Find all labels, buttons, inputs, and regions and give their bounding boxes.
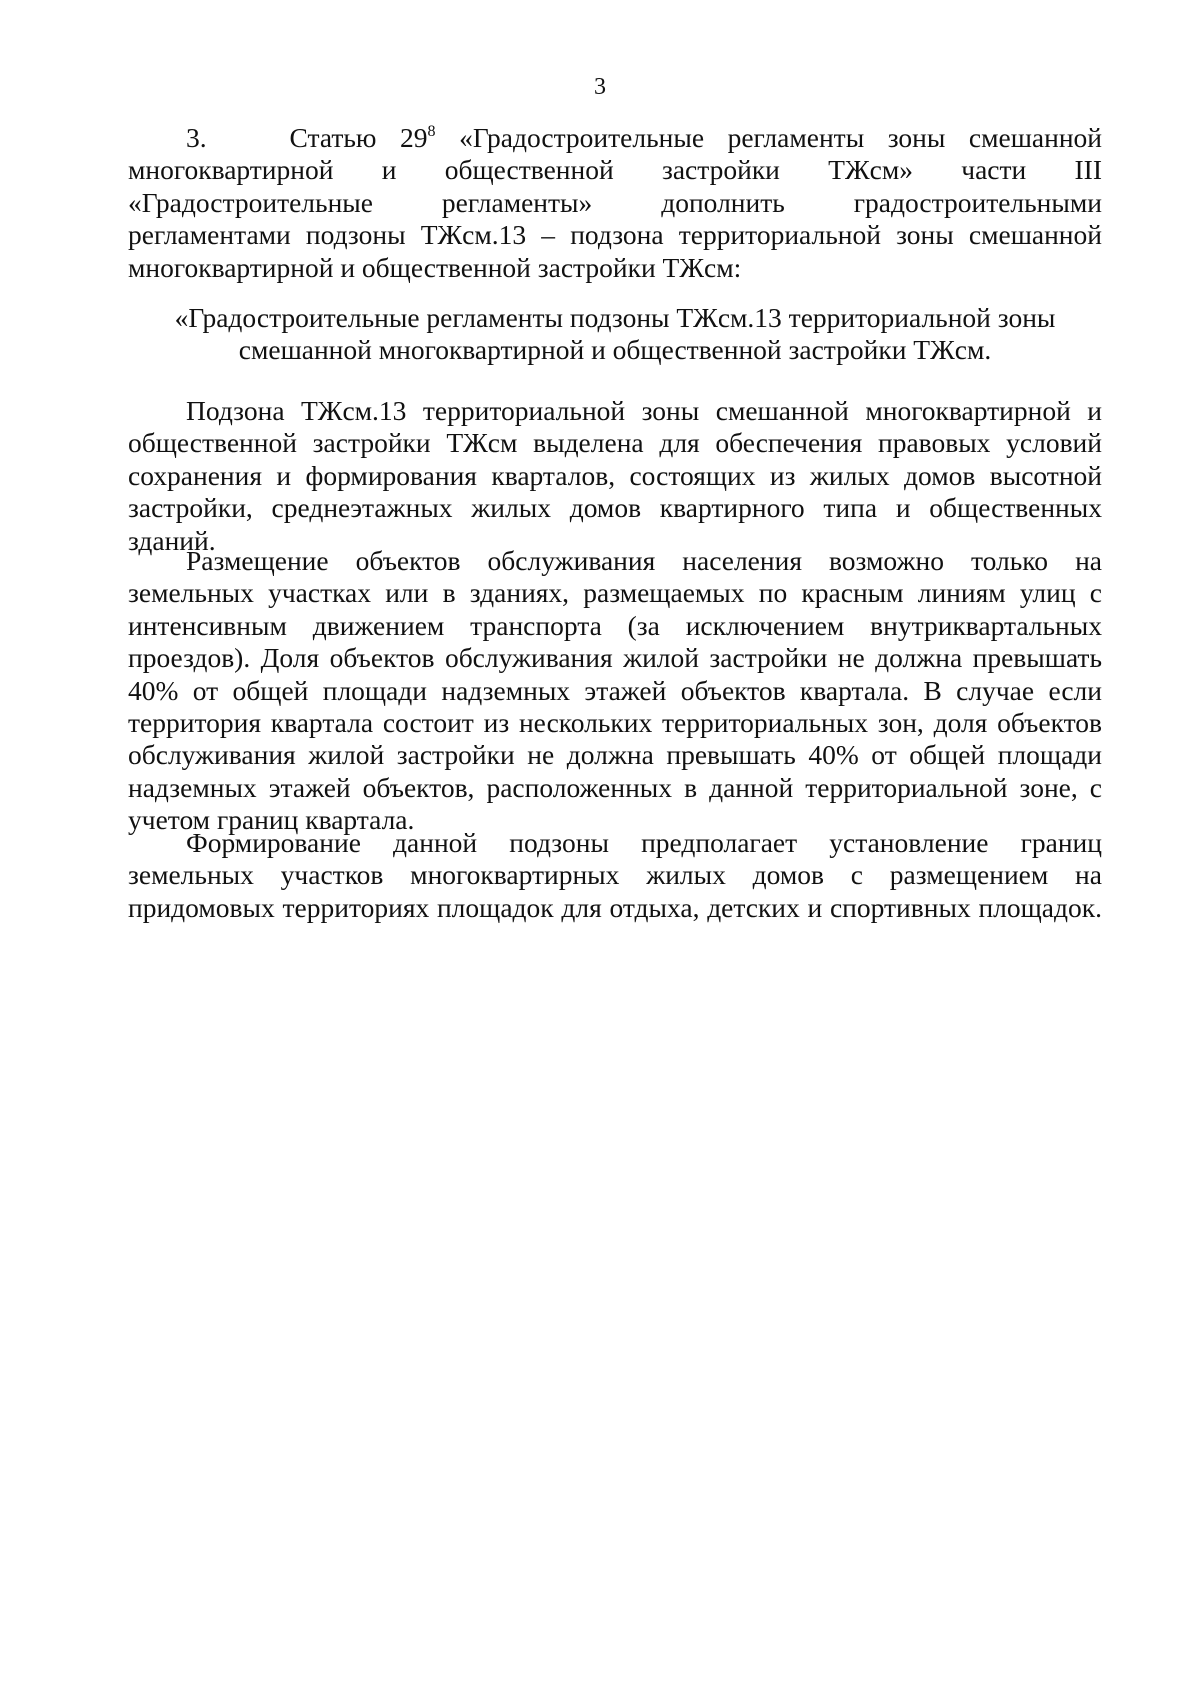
p1-line-5: зданий. [128, 524, 216, 556]
p1-line-2: общественной застройки ТЖсм выделена для обеспечения правовых условий [128, 427, 1102, 459]
p2-line-4: проездов). Доля объектов обслуживания жилой застройки не должна превышать [128, 642, 1102, 674]
p1-line-1: Подзона ТЖсм.13 территориальной зоны смешанной многоквартирной и [186, 395, 1102, 426]
paragraph-3 [128, 827, 1102, 924]
p3-line-3: придомовых территориях площадок для отдыха, детских и спортивных площадок. [128, 891, 1102, 923]
p3-line-1: Формирование данной подзоны предполагает установление границ [186, 827, 1102, 858]
section-heading [128, 302, 1102, 367]
item-number: 3. [186, 122, 207, 153]
item-3-line-4: регламентами подзоны ТЖсм.13 – подзона территориальной зоны смешанной [128, 219, 1102, 251]
heading-line-2: смешанной многоквартирной и общественной застройки ТЖсм. [238, 334, 992, 366]
p2-line-5: 40% от общей площади надземных этажей объектов квартала. В случае если [128, 674, 1102, 706]
article-superscript: 8 [427, 123, 436, 140]
p3-line-2: земельных участков многоквартирных жилых домов с размещением на [128, 859, 1102, 891]
p1-line-3: сохранения и формирования кварталов, состоящих из жилых домов высотной [128, 459, 1102, 491]
p1-line-4: застройки, среднеэтажных жилых домов квартирного типа и общественных [128, 492, 1102, 524]
paragraph-1 [128, 395, 1102, 557]
item-3-line-2: многоквартирной и общественной застройки ТЖсм» части III [128, 154, 1102, 186]
item-3-line-5: многоквартирной и общественной застройки ТЖсм: [128, 251, 742, 283]
article-number: 29 [400, 122, 428, 153]
p2-line-2: земельных участках или в зданиях, размещаемых по красным линиям улиц с [128, 577, 1102, 609]
p2-line-1: Размещение объектов обслуживания населения возможно только на [186, 545, 1102, 576]
page-number: 3 [594, 74, 606, 100]
item-3-line-1 [128, 122, 1102, 154]
p2-line-3: интенсивным движением транспорта (за исключением внутриквартальных [128, 609, 1102, 641]
item-3-line-3: «Градостроительные регламенты» дополнить градостроительными [128, 186, 1102, 218]
item-3-paragraph [128, 122, 1102, 284]
heading-line-1: «Градостроительные регламенты подзоны ТЖсм.13 территориальной зоны [174, 302, 1056, 333]
item-3-line-1-rest: «Градостроительные регламенты зоны смешанной [459, 122, 1103, 153]
p2-line-7: обслуживания жилой застройки не должна превышать 40% от общей площади [128, 739, 1102, 771]
p2-line-6: территория квартала состоит из нескольких территориальных зон, доля объектов [128, 707, 1102, 739]
p2-line-9: учетом границ квартала. [128, 804, 415, 836]
paragraph-2 [128, 545, 1102, 837]
item-word: Статью [289, 122, 377, 153]
p2-line-8: надземных этажей объектов, расположенных в данной территориальной зоне, с [128, 771, 1102, 803]
